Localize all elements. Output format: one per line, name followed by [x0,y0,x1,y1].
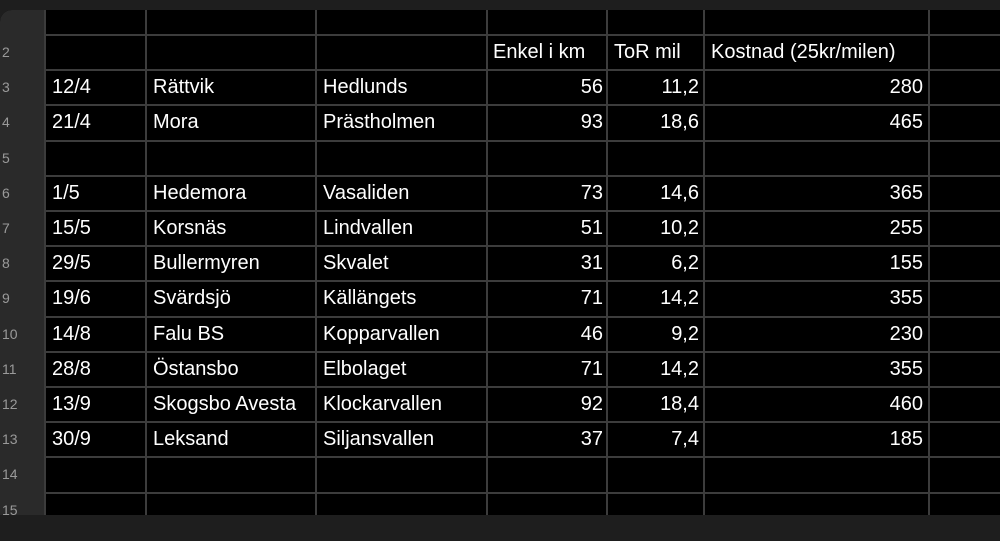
cell-cost[interactable]: 155 [889,252,923,274]
cell-place[interactable]: Östansbo [153,358,239,380]
cell-venue[interactable]: Prästholmen [323,111,436,133]
cell-cost[interactable]: 460 [889,393,923,415]
cell-date[interactable] [52,141,140,176]
row-number[interactable]: 2 [2,44,10,60]
cell-mil[interactable]: 11,2 [661,76,699,98]
cell-date[interactable]: 19/6 [52,287,91,309]
cell-date[interactable]: 29/5 [52,252,91,274]
column-divider [44,10,46,515]
cell-mil[interactable]: 7,4 [671,428,699,450]
row-divider [44,492,1000,494]
row-number[interactable]: 4 [2,114,10,130]
cell-date[interactable]: 21/4 [52,111,91,133]
cell-place[interactable]: Bullermyren [153,252,260,274]
column-divider [928,10,930,515]
row-number[interactable]: 11 [2,361,17,377]
cell-cost[interactable]: 355 [889,358,923,380]
cell-place[interactable]: Mora [153,111,199,133]
cell-km[interactable]: 71 [580,358,603,380]
column-divider [315,10,317,515]
cell-place[interactable]: Skogsbo Avesta [153,393,297,415]
cell-mil[interactable]: 18,6 [660,111,699,133]
row-header-column [0,10,45,515]
spreadsheet-grid[interactable] [0,10,1000,515]
header-kostnad[interactable]: Kostnad (25kr/milen) [711,41,896,63]
cell-venue[interactable]: Skvalet [323,252,389,274]
header-tor-mil[interactable]: ToR mil [614,41,681,63]
row-number[interactable]: 10 [2,326,18,342]
cell-venue[interactable]: Siljansvallen [323,428,435,450]
cell-km[interactable]: 56 [580,76,603,98]
cell-cost[interactable]: 185 [889,428,923,450]
cell-cost[interactable] [707,141,923,176]
cell-place[interactable] [153,141,311,176]
cell-place[interactable]: Leksand [153,428,229,450]
column-divider [145,10,147,515]
row-number[interactable]: 6 [2,185,10,201]
cell-mil[interactable]: 6,2 [671,252,699,274]
cell-date[interactable]: 15/5 [52,217,91,239]
column-divider [486,10,488,515]
cell-mil[interactable] [610,141,699,176]
cell-km[interactable] [490,141,603,176]
cell-date[interactable]: 13/9 [52,393,91,415]
cell-mil[interactable]: 14,2 [660,358,699,380]
cell-venue[interactable]: Hedlunds [323,76,408,98]
cell-cost[interactable]: 230 [889,323,923,345]
bottom-bar [0,515,1000,541]
cell-cost[interactable]: 355 [889,287,923,309]
header-enkel-i-km[interactable]: Enkel i km [493,41,586,63]
cell-venue[interactable] [323,141,483,176]
row-number[interactable]: 9 [2,290,10,306]
row-number[interactable]: 12 [2,396,18,412]
cell-venue[interactable]: Lindvallen [323,217,414,239]
row-number[interactable]: 13 [2,431,18,447]
cell-cost[interactable]: 365 [889,182,923,204]
cell-mil[interactable]: 10,2 [660,217,699,239]
cell-km[interactable]: 37 [580,428,603,450]
cell-date[interactable]: 1/5 [52,182,80,204]
cell-venue[interactable]: Källängets [323,287,417,309]
cell-place[interactable]: Korsnäs [153,217,227,239]
cell-date[interactable]: 14/8 [52,323,91,345]
column-divider [606,10,608,515]
cell-date[interactable]: 12/4 [52,76,91,98]
cell-km[interactable]: 51 [580,217,603,239]
row-number[interactable]: 8 [2,255,10,271]
cell-place[interactable]: Hedemora [153,182,247,204]
cell-km[interactable]: 73 [580,182,603,204]
cell-venue[interactable]: Elbolaget [323,358,407,380]
cell-mil[interactable]: 14,2 [660,287,699,309]
cell-date[interactable]: 30/9 [52,428,91,450]
cell-km[interactable]: 71 [580,287,603,309]
cell-venue[interactable]: Vasaliden [323,182,410,204]
cell-cost[interactable]: 255 [889,217,923,239]
cell-cost[interactable]: 280 [889,76,923,98]
row-number[interactable]: 14 [2,466,18,482]
cell-km[interactable]: 31 [580,252,603,274]
cell-date[interactable]: 28/8 [52,358,91,380]
cell-venue[interactable]: Klockarvallen [323,393,442,415]
row-number[interactable]: 3 [2,79,10,95]
cell-cost[interactable]: 465 [889,111,923,133]
cell-place[interactable]: Rättvik [153,76,215,98]
row-number[interactable]: 15 [2,502,18,515]
cell-mil[interactable]: 9,2 [671,323,699,345]
cell-place[interactable]: Svärdsjö [153,287,231,309]
row-number[interactable]: 5 [2,150,10,166]
cell-place[interactable]: Falu BS [153,323,225,345]
cell-venue[interactable]: Kopparvallen [323,323,440,345]
cell-mil[interactable]: 18,4 [660,393,699,415]
row-number[interactable]: 7 [2,220,10,236]
cell-km[interactable]: 92 [580,393,603,415]
cell-mil[interactable]: 14,6 [660,182,699,204]
column-divider [703,10,705,515]
cell-km[interactable]: 93 [580,111,603,133]
cell-km[interactable]: 46 [580,323,603,345]
